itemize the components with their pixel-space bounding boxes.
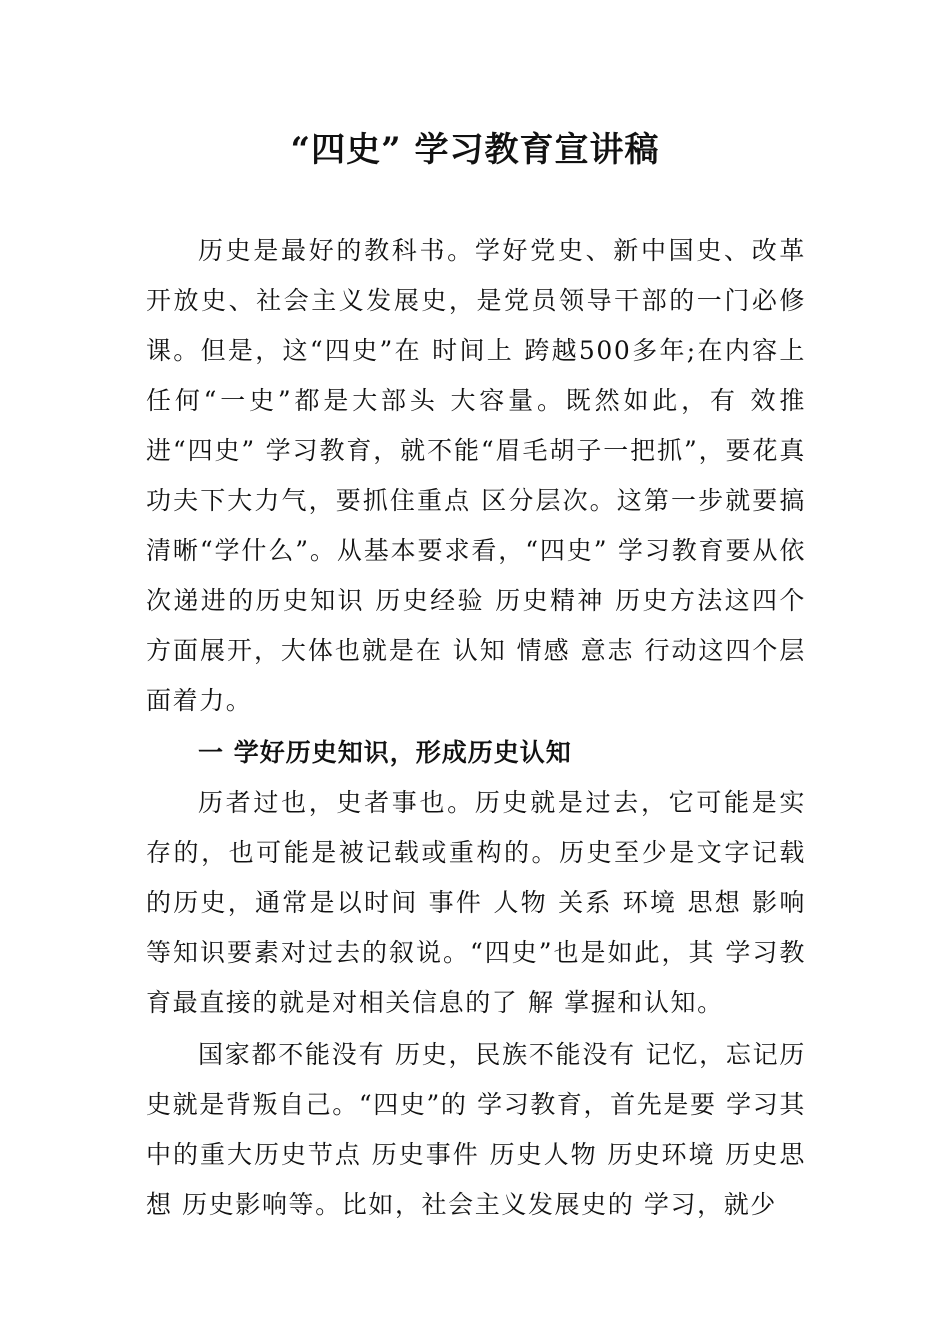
section1-paragraph-1: 历者过也，史者事也。历史就是过去，它可能是实存的，也可能是被记载或重构的。历史至少是文字记载的历史，通常是以时间 事件 人物 关系 环境 思想 影响等知识要素对过去的叙说。“四史”也是如此，其 学习教育最直接的就是对相关信息的了 解 掌握和认知。 <box>146 788 806 1017</box>
intro-paragraph: 历史是最好的教科书。学好党史、新中国史、改革开放史、社会主义发展史，是党员领导干部的一门必修课。但是，这“四史”在 时间上 跨越500多年;在内容上 任何“一史”都是大部头 大容量。既然如此，有 效推进“四史” 学习教育，就不能“眉毛胡子一把抓”，要花真功夫下大力气，要抓住重点 区分层次。这第一步就要搞清晰“学什么”。从基本要求看，“四史” 学习教育要从依次递进的历史知识 历史经验 历史精神 历史方法这四个方面展开，大体也就是在 认知 情感 意志 行动这四个层面着力。 <box>146 236 806 715</box>
document-title: “四史” 学习教育宣讲稿 <box>290 130 660 170</box>
document-body <box>146 226 806 1230</box>
section-heading-1: 一 学好历史知识，形成历史认知 <box>198 738 572 767</box>
section1-paragraph-2: 国家都不能没有 历史，民族不能没有 记忆，忘记历史就是背叛自己。“四史”的 学习教育，首先是要 学习其 中的重大历史节点 历史事件 历史人物 历史环境 历史思想 历史影响等。比如，社会主义发展史的 学习，就少 <box>146 1040 806 1219</box>
